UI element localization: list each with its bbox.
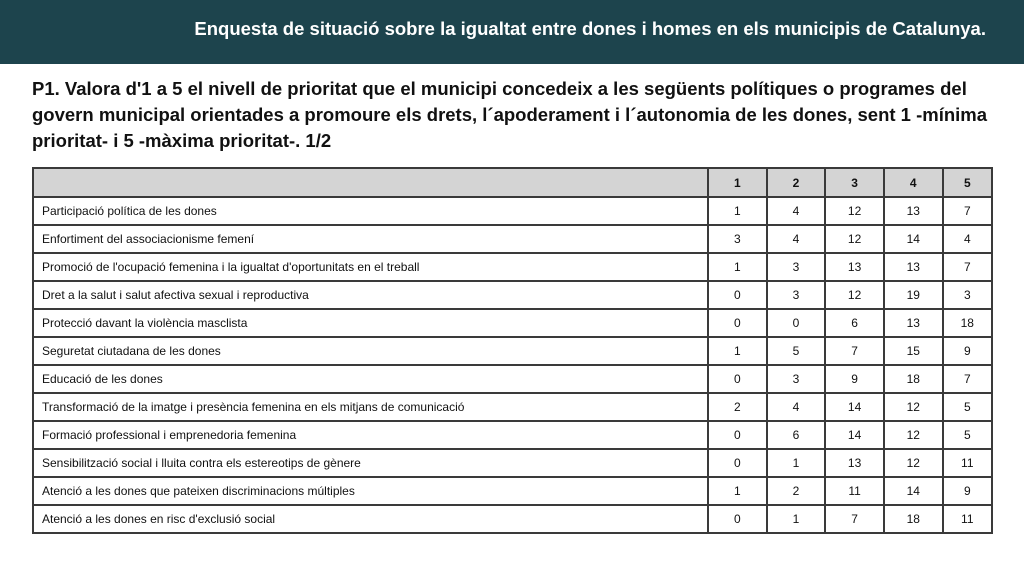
table-row — [33, 421, 992, 449]
cell-value: 18 — [884, 365, 943, 393]
cell-value: 15 — [884, 337, 943, 365]
cell-value: 13 — [884, 197, 943, 225]
header-bar — [0, 0, 1024, 64]
table-header-row — [33, 168, 992, 197]
cell-value: 1 — [708, 197, 767, 225]
row-label: Promoció de l'ocupació femenina i la igualtat d'oportunitats en el treball — [33, 253, 708, 281]
cell-value: 0 — [708, 281, 767, 309]
cell-value: 3 — [767, 253, 826, 281]
cell-value: 0 — [708, 421, 767, 449]
row-label: Atenció a les dones que pateixen discriminacions múltiples — [33, 477, 708, 505]
cell-value: 7 — [825, 505, 884, 533]
row-label: Atenció a les dones en risc d'exclusió social — [33, 505, 708, 533]
cell-value: 9 — [943, 477, 992, 505]
column-header-1: 1 — [708, 168, 767, 197]
row-label: Seguretat ciutadana de les dones — [33, 337, 708, 365]
cell-value: 7 — [943, 365, 992, 393]
cell-value: 0 — [708, 365, 767, 393]
cell-value: 12 — [884, 421, 943, 449]
cell-value: 14 — [884, 225, 943, 253]
cell-value: 5 — [767, 337, 826, 365]
cell-value: 2 — [767, 477, 826, 505]
row-label: Dret a la salut i salut afectiva sexual i reproductiva — [33, 281, 708, 309]
cell-value: 5 — [943, 421, 992, 449]
cell-value: 11 — [943, 505, 992, 533]
cell-value: 4 — [767, 225, 826, 253]
cell-value: 3 — [943, 281, 992, 309]
cell-value: 13 — [884, 309, 943, 337]
cell-value: 1 — [767, 449, 826, 477]
cell-value: 1 — [708, 477, 767, 505]
cell-value: 18 — [943, 309, 992, 337]
cell-value: 1 — [708, 337, 767, 365]
results-table — [32, 167, 993, 534]
cell-value: 3 — [767, 281, 826, 309]
cell-value: 7 — [943, 253, 992, 281]
table-row — [33, 281, 992, 309]
table-row — [33, 393, 992, 421]
cell-value: 1 — [708, 253, 767, 281]
cell-value: 5 — [943, 393, 992, 421]
cell-value: 12 — [825, 225, 884, 253]
cell-value: 13 — [884, 253, 943, 281]
table-row — [33, 197, 992, 225]
cell-value: 11 — [943, 449, 992, 477]
table-row — [33, 309, 992, 337]
table-row — [33, 505, 992, 533]
column-header-2: 2 — [767, 168, 826, 197]
cell-value: 2 — [708, 393, 767, 421]
cell-value: 3 — [767, 365, 826, 393]
row-label: Transformació de la imatge i presència femenina en els mitjans de comunicació — [33, 393, 708, 421]
cell-value: 0 — [767, 309, 826, 337]
row-label: Educació de les dones — [33, 365, 708, 393]
cell-value: 11 — [825, 477, 884, 505]
cell-value: 14 — [825, 393, 884, 421]
column-header-3: 3 — [825, 168, 884, 197]
cell-value: 1 — [767, 505, 826, 533]
column-header-4: 4 — [884, 168, 943, 197]
cell-value: 12 — [825, 197, 884, 225]
cell-value: 13 — [825, 449, 884, 477]
cell-value: 3 — [708, 225, 767, 253]
cell-value: 12 — [884, 393, 943, 421]
question-text: P1. Valora d'1 a 5 el nivell de prioritat que el municipi concedeix a les següents polítiques o programes del govern municipal orientades a promoure els drets, l´apoderament i l´autonomia de les dones, sent 1 -mínima prioritat- i 5 -màxima prioritat-. 1/2 — [32, 78, 988, 151]
cell-value: 9 — [943, 337, 992, 365]
row-label: Sensibilització social i lluita contra els estereotips de gènere — [33, 449, 708, 477]
cell-value: 13 — [825, 253, 884, 281]
cell-value: 14 — [825, 421, 884, 449]
table-row — [33, 225, 992, 253]
cell-value: 9 — [825, 365, 884, 393]
cell-value: 18 — [884, 505, 943, 533]
table-row — [33, 253, 992, 281]
cell-value: 7 — [825, 337, 884, 365]
cell-value: 6 — [767, 421, 826, 449]
table-row — [33, 337, 992, 365]
row-label: Participació política de les dones — [33, 197, 708, 225]
cell-value: 0 — [708, 505, 767, 533]
cell-value: 6 — [825, 309, 884, 337]
cell-value: 7 — [943, 197, 992, 225]
cell-value: 12 — [825, 281, 884, 309]
cell-value: 4 — [767, 393, 826, 421]
table-row — [33, 449, 992, 477]
column-header-label — [33, 168, 708, 197]
cell-value: 4 — [943, 225, 992, 253]
row-label: Protecció davant la violència masclista — [33, 309, 708, 337]
column-header-5: 5 — [943, 168, 992, 197]
table-row — [33, 477, 992, 505]
header-title: Enquesta de situació sobre la igualtat entre dones i homes en els municipis de Catalunya. — [194, 18, 986, 39]
row-label: Enfortiment del associacionisme femení — [33, 225, 708, 253]
cell-value: 19 — [884, 281, 943, 309]
cell-value: 4 — [767, 197, 826, 225]
table-row — [33, 365, 992, 393]
cell-value: 12 — [884, 449, 943, 477]
cell-value: 14 — [884, 477, 943, 505]
row-label: Formació professional i emprenedoria femenina — [33, 421, 708, 449]
cell-value: 0 — [708, 449, 767, 477]
cell-value: 0 — [708, 309, 767, 337]
